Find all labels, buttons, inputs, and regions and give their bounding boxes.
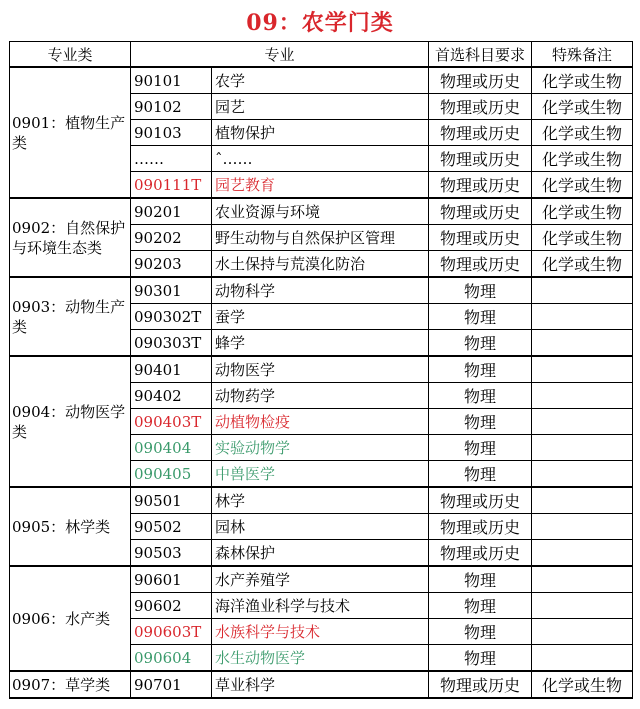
- major-name-cell: 野生动物与自然保护区管理: [212, 225, 429, 251]
- code-cell: 90402: [131, 383, 212, 409]
- major-name-cell: 实验动物学: [212, 435, 429, 461]
- requirement-cell: 物理或历史: [429, 225, 532, 251]
- major-name-cell: 动物药学: [212, 383, 429, 409]
- note-cell: [532, 304, 633, 330]
- note-cell: [532, 383, 633, 409]
- requirement-cell: 物理: [429, 619, 532, 645]
- major-name-cell: 动植物检疫: [212, 409, 429, 435]
- note-cell: [532, 566, 633, 593]
- code-cell: 90602: [131, 593, 212, 619]
- requirement-cell: 物理: [429, 645, 532, 672]
- code-cell: 90201: [131, 198, 212, 225]
- note-cell: [532, 277, 633, 304]
- requirement-cell: 物理: [429, 277, 532, 304]
- major-name-cell: 动物医学: [212, 356, 429, 383]
- major-name-cell: 植物保护: [212, 120, 429, 146]
- page-title: 09：农学门类: [246, 10, 394, 36]
- note-cell: 化学或生物: [532, 225, 633, 251]
- category-cell: 0903：动物生产类: [10, 277, 131, 356]
- major-name-cell: 水产养殖学: [212, 566, 429, 593]
- table-row: [10, 67, 633, 94]
- note-cell: [532, 409, 633, 435]
- note-cell: [532, 619, 633, 645]
- requirement-cell: 物理: [429, 566, 532, 593]
- requirement-cell: 物理或历史: [429, 514, 532, 540]
- header-major: 专业: [131, 42, 429, 68]
- major-name-cell: 蜂学: [212, 330, 429, 357]
- note-cell: 化学或生物: [532, 67, 633, 94]
- requirement-cell: 物理或历史: [429, 198, 532, 225]
- major-name-cell: 海洋渔业科学与技术: [212, 593, 429, 619]
- code-cell: 090302T: [131, 304, 212, 330]
- requirement-cell: 物理: [429, 330, 532, 357]
- code-cell: 90102: [131, 94, 212, 120]
- code-cell: 90701: [131, 671, 212, 698]
- note-cell: [532, 645, 633, 672]
- major-name-cell: 蚕学: [212, 304, 429, 330]
- code-cell: 090403T: [131, 409, 212, 435]
- requirement-cell: 物理: [429, 304, 532, 330]
- major-name-cell: 园林: [212, 514, 429, 540]
- note-cell: [532, 514, 633, 540]
- major-table: [9, 41, 633, 699]
- requirement-cell: 物理或历史: [429, 67, 532, 94]
- code-cell: 090405: [131, 461, 212, 488]
- code-cell: 90103: [131, 120, 212, 146]
- requirement-cell: 物理或历史: [429, 251, 532, 278]
- note-cell: [532, 487, 633, 514]
- code-cell: 90501: [131, 487, 212, 514]
- note-cell: [532, 356, 633, 383]
- requirement-cell: 物理或历史: [429, 146, 532, 172]
- note-cell: 化学或生物: [532, 146, 633, 172]
- requirement-cell: 物理或历史: [429, 671, 532, 698]
- requirement-cell: 物理: [429, 409, 532, 435]
- code-cell: 90601: [131, 566, 212, 593]
- major-name-cell: 林学: [212, 487, 429, 514]
- major-name-cell: ˆ……: [212, 146, 429, 172]
- code-cell: 090303T: [131, 330, 212, 357]
- requirement-cell: 物理: [429, 383, 532, 409]
- code-cell: ……: [131, 146, 212, 172]
- major-name-cell: 水土保持与荒漠化防治: [212, 251, 429, 278]
- note-cell: 化学或生物: [532, 172, 633, 199]
- table-row: [10, 566, 633, 593]
- code-cell: 90203: [131, 251, 212, 278]
- requirement-cell: 物理或历史: [429, 487, 532, 514]
- header-category: 专业类: [10, 42, 131, 68]
- requirement-cell: 物理: [429, 435, 532, 461]
- note-cell: [532, 461, 633, 488]
- note-cell: [532, 330, 633, 357]
- note-cell: 化学或生物: [532, 671, 633, 698]
- note-cell: [532, 435, 633, 461]
- code-cell: 90503: [131, 540, 212, 567]
- requirement-cell: 物理或历史: [429, 94, 532, 120]
- note-cell: 化学或生物: [532, 94, 633, 120]
- requirement-cell: 物理: [429, 356, 532, 383]
- note-cell: [532, 540, 633, 567]
- category-cell: 0902：自然保护与环境生态类: [10, 198, 131, 277]
- requirement-cell: 物理: [429, 593, 532, 619]
- note-cell: [532, 593, 633, 619]
- major-name-cell: 中兽医学: [212, 461, 429, 488]
- requirement-cell: 物理或历史: [429, 120, 532, 146]
- code-cell: 90202: [131, 225, 212, 251]
- major-name-cell: 动物科学: [212, 277, 429, 304]
- requirement-cell: 物理或历史: [429, 172, 532, 199]
- major-name-cell: 森林保护: [212, 540, 429, 567]
- major-name-cell: 园艺教育: [212, 172, 429, 199]
- major-name-cell: 水生动物医学: [212, 645, 429, 672]
- major-name-cell: 园艺: [212, 94, 429, 120]
- requirement-cell: 物理: [429, 461, 532, 488]
- category-cell: 0904：动物医学类: [10, 356, 131, 487]
- table-row: [10, 356, 633, 383]
- requirement-cell: 物理或历史: [429, 540, 532, 567]
- category-cell: 0905：林学类: [10, 487, 131, 566]
- table-body: [10, 67, 633, 698]
- code-cell: 90401: [131, 356, 212, 383]
- note-cell: 化学或生物: [532, 251, 633, 278]
- table-row: [10, 277, 633, 304]
- major-name-cell: 农学: [212, 67, 429, 94]
- major-name-cell: 水族科学与技术: [212, 619, 429, 645]
- note-cell: 化学或生物: [532, 120, 633, 146]
- table-row: [10, 198, 633, 225]
- header-row: [10, 42, 633, 68]
- header-requirement: 首选科目要求: [429, 42, 532, 68]
- table-row: [10, 671, 633, 698]
- category-cell: 0901：植物生产类: [10, 67, 131, 198]
- code-cell: 090604: [131, 645, 212, 672]
- header-note: 特殊备注: [532, 42, 633, 68]
- code-cell: 090111T: [131, 172, 212, 199]
- table-row: [10, 487, 633, 514]
- code-cell: 90301: [131, 277, 212, 304]
- code-cell: 090404: [131, 435, 212, 461]
- category-cell: 0906：水产类: [10, 566, 131, 671]
- category-cell: 0907：草学类: [10, 671, 131, 698]
- code-cell: 090603T: [131, 619, 212, 645]
- note-cell: 化学或生物: [532, 198, 633, 225]
- major-name-cell: 草业科学: [212, 671, 429, 698]
- code-cell: 90502: [131, 514, 212, 540]
- code-cell: 90101: [131, 67, 212, 94]
- major-name-cell: 农业资源与环境: [212, 198, 429, 225]
